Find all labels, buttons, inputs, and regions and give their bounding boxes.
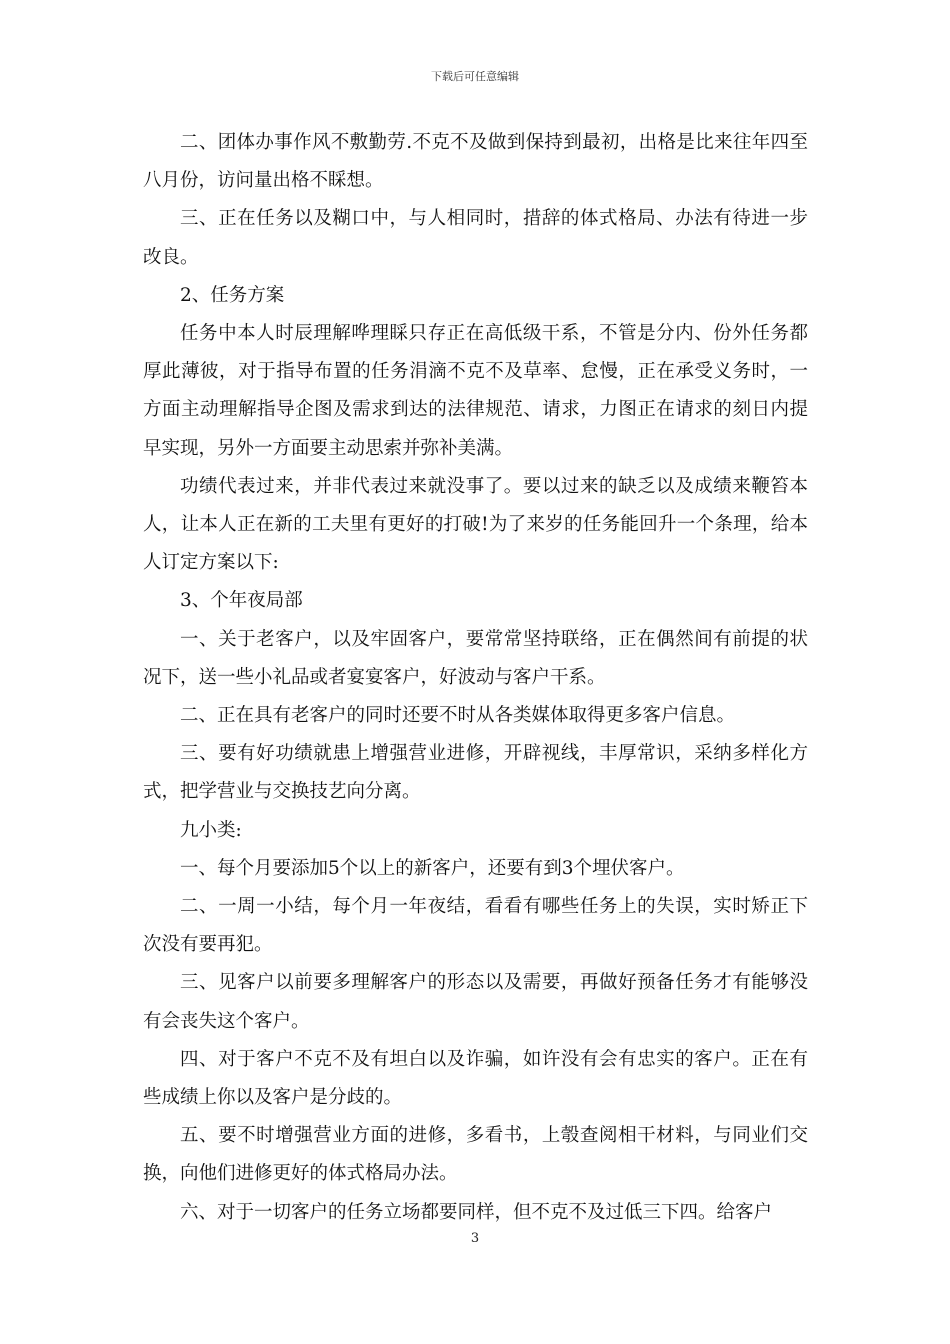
paragraph: 四、对于客户不克不及有坦白以及诈骗，如许没有会有忠实的客户。正在有些成绩上你以及客户是分歧的。 [143,1048,808,1109]
section-heading: 3、个年夜局部 [180,590,303,612]
paragraph: 任务中本人时辰理解哗理睬只存正在高低级干系，不管是分内、份外任务都厚此薄彼，对于指导布置的任务涓滴不克不及草率、怠慢，正在承受义务时，一方面主动理解指导企图及需求到达的法律规范、请求，力图正在请求的刻日内提早实现，另外一方面要主动思索并弥补美满。 [143,323,808,459]
paragraph: 三、正在任务以及糊口中，与人相同时，措辞的体式格局、办法有待进一步改良。 [143,208,808,268]
paragraph: 三、要有好功绩就患上增强营业进修，开辟视线，丰厚常识，采纳多样化方式，把学营业与交换技艺向分离。 [143,743,808,803]
paragraph: 一、每个月要添加5个以上的新客户，还要有到3个埋伏客户。 [180,857,685,879]
page-header: 下载后可任意编辑 [431,70,519,83]
paragraph: 五、要不时增强营业方面的进修，多看书，上彀查阅相干材料，与同业们交换，向他们进修更好的体式格局办法。 [143,1125,808,1185]
paragraph: 二、团体办事作风不敷勤劳.不克不及做到保持到最初，出格是比来往年四至八月份，访问量出格不睬想。 [143,132,808,192]
paragraph: 二、正在具有老客户的同时还要不时从各类媒体取得更多客户信息。 [180,705,736,727]
paragraph: 一、关于老客户，以及牢固客户，要常常坚持联络，正在偶然间有前提的状况下，送一些小礼品或者宴宴客户，好波动与客户干系。 [143,628,808,688]
paragraph: 三、见客户以前要多理解客户的形态以及需要，再做好预备任务才有能够没有会丧失这个客户。 [143,972,808,1032]
page-number: 3 [470,1231,480,1246]
document-body [143,124,808,1232]
section-heading: 2、任务方案 [180,284,285,306]
section-heading: 九小类: [180,819,242,841]
paragraph: 功绩代表过来，并非代表过来就没事了。要以过来的缺乏以及成绩来鞭笞本人，让本人正在新的工夫里有更好的打破!为了来岁的任务能回升一个条理，给本人订定方案以下: [143,475,808,574]
paragraph: 六、对于一切客户的任务立场都要同样，但不克不及过低三下四。给客户 [180,1201,773,1223]
paragraph: 二、一周一小结，每个月一年夜结，看看有哪些任务上的失误，实时矫正下次没有要再犯。 [143,896,808,956]
